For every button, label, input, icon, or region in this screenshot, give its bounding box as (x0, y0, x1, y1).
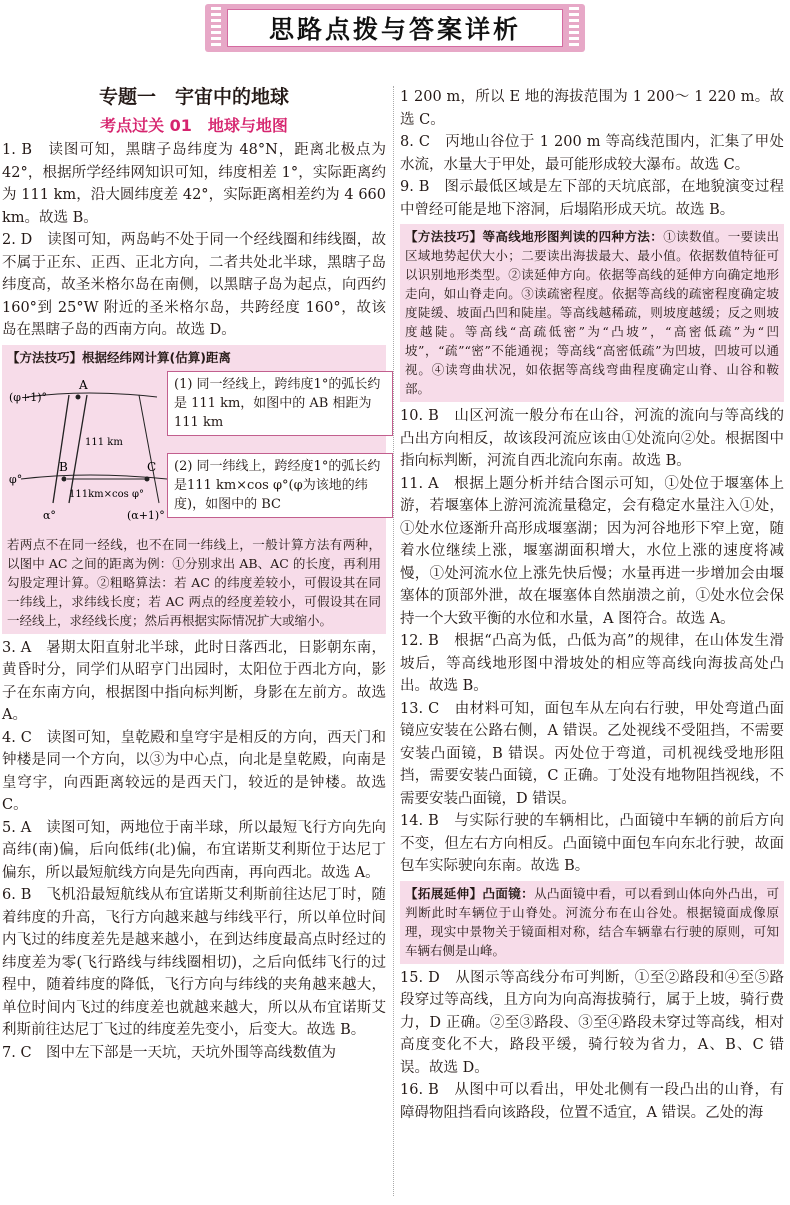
point-b (62, 476, 67, 481)
note-parallel: (2) 同一纬线上，跨经度1°的弧长约是111 km×cos φ°(φ为该地的纬度)，如图中的 BC (167, 453, 393, 518)
column-divider (393, 86, 394, 1196)
answer-2: 2. D 读图可知，两岛屿不处于同一个经线圈和纬线圈，故不属于正东、正西、正北方向，二者共处北半球，黑瞎子岛纬度高，故圣米格尔岛在南侧，以黑瞎子岛为起点，向西约 160°到 25°W 附近的圣米格尔岛，共跨经度 160°，故该岛在黑瞎子岛的西南方向。故选 D。 (2, 232, 386, 338)
method-box-2 (400, 224, 784, 402)
chapter-title: 专题一 宇宙中的地球 (98, 86, 289, 108)
label-ab: 111 km (85, 436, 123, 448)
note-meridian: (1) 同一经线上，跨纬度1°的弧长约是 111 km，如图中的 AB 相距为 111 km (167, 371, 393, 436)
method-box-1-tag: 【方法技巧】根据经纬网计算(估算)距离 (7, 349, 231, 365)
extension-box (400, 881, 784, 964)
title-banner (205, 4, 585, 52)
answer-7: 7. C 图中左下部是一天坑，天坑外围等高线数值为 (2, 1044, 337, 1061)
method-box-2-tag: 【方法技巧】等高线地形图判读的四种方法： (405, 229, 664, 244)
answer-13: 13. C 由材料可知，面包车从左向右行驶，甲处弯道凸面镜应安装在公路右侧，A 错误。乙处视线不受阻挡，不需要安装凸面镜，B 错误。丙处位于弯道，司机视线受地形阻挡，需要安装凸面镜，C 正确。丁处没有地物阻挡视线，不需要安装凸面镜，D 错误。 (400, 700, 784, 807)
method-box-2-body: ①读数值。一要读出区域地势起伏大小；二要读出海拔最大、最小值。依据数值特征可以识别地形类型。②读延伸方向。依据等高线的延伸方向确定地形走向，如山脊走向。③读疏密程度。依据等高线的疏密程度确定坡度陡缓、坡面凸凹和陡崖。等高线越稀疏，则坡度越缓；反之则坡度越陡。等高线“高疏低密”为“凸坡”，“高密低疏”为“凹坡”，“疏”“密”不能通视；等高线“高密低疏”为凹坡，凹坡可以通视。④读弯曲状况，如依据等高线弯曲程度确定山脊、山谷和鞍部。 (405, 229, 779, 396)
answer-10: 10. B 山区河流一般分布在山谷，河流的流向与等高线的凸出方向相反，故该段河流应该由①处流向②处。根据图中指向标判断，河流自西北流向东南。故选 B。 (400, 408, 784, 469)
answer-9: 9. B 图示最低区域是左下部的天坑底部，在地貌演变过程中曾经可能是地下溶洞，后塌陷形成天坑。故选 B。 (400, 179, 784, 218)
latlon-figure (7, 367, 381, 535)
label-c: C (147, 459, 157, 474)
answer-11: 11. A 根据上题分析并结合图示可知，①处位于堰塞体上游，若堰塞体上游河流流量稳定，会有稳定水量注入①处，①处水位逐渐升高形成堰塞湖；因为河谷地形下窄上宽，随着水位继续上涨，堰塞湖面积增大，水位上涨的速度将减慢，①处河流水位上涨先快后慢；水量再进一步增加会由堰塞体的顶部外泄，故在堰塞体自然崩溃之前，①处水位会保持一个大致平衡的水位和水量，A 图符合。故选 A。 (400, 475, 784, 627)
method-box-1 (2, 345, 386, 634)
answer-7-continued: 1 200 m，所以 E 地的海拔范围为 1 200～ 1 220 m。故选 C。 (400, 89, 784, 128)
right-column (400, 86, 784, 1124)
answer-4: 4. C 读图可知，皇乾殿和皇穹宇是相反的方向，西天门和钟楼是同一个方向，以③为中心点，向北是皇乾殿，向南是皇穹宇，向西距离较远的是西天门，较近的是钟楼。故选 C。 (2, 729, 386, 813)
label-a: A (79, 377, 88, 392)
label-bc: 111km×cos φ° (69, 488, 144, 500)
label-b: B (59, 459, 68, 474)
point-c (145, 476, 150, 481)
page-title: 思路点拨与答案详析 (227, 9, 563, 47)
answer-14: 14. B 与实际行驶的车辆相比，凸面镜中车辆的前后方向不变，但左右方向相反。凸面镜中面包车向东北行驶，故面包车实际驶向东南。故选 B。 (400, 813, 784, 874)
label-phi: φ° (9, 472, 23, 486)
point-a (76, 394, 81, 399)
answer-6: 6. B 飞机沿最短航线从布宜诺斯艾利斯前往达尼丁时，随着纬度的升高，飞行方向越来越与纬线平行，所以单位时间内飞过的纬度差先是越来越小，在到达纬度最高点时经过的纬度差为零(飞行路线与纬线圈相切)，之后向低纬飞行的过程中，随着纬度的降低，飞行方向与纬线的夹角越来越大，单位时间内飞过的纬度差也就越来越大，所以从布宜诺斯艾利斯前往达尼丁飞过的纬度差先变小，后变大。故选 B。 (2, 887, 386, 1038)
answer-15: 15. D 从图示等高线分布可判断，①至②路段和④至⑤路段穿过等高线，且方向为向高海拔骑行，属于上坡，骑行费力，D 正确。②至③路段、③至④路段未穿过等高线，相对高度变化不大，路段平缓，骑行较为省力，A、B、C 错误。故选 D。 (400, 969, 784, 1076)
left-column (2, 82, 386, 1064)
answer-12: 12. B 根据“凸高为低，凸低为高”的规律，在山体发生滑坡后，等高线地形图中滑坡处的相应等高线向海拔高处凸出。故选 B。 (400, 633, 784, 694)
label-alpha1: (α+1)° (127, 508, 165, 522)
method-box-1-body: 若两点不在同一经线，也不在同一纬线上，一般计算方法有两种，以图中 AC 之间的距离为例：①分别求出 AB、AC 的长度，再利用勾股定理计算。②粗略算法：若 AC 的纬度差较小，可假设其在同一纬线上，求纬线长度；若 AC 两点的经度差较小，可假设其在同一经线上，求经线长度；然后再根据实际情况扩大或缩小。 (7, 536, 381, 628)
extension-box-tag: 【拓展延伸】凸面镜： (405, 885, 535, 901)
label-phi1: (φ+1)° (9, 390, 48, 404)
answer-1: 1. B 读图可知，黑瞎子岛纬度为 48°N，距离北极点为 42°，根据所学经纬网知识可知，纬度相差 1°，实际距离约为 111 km，沿大圆纬度差 42°，实际距离相差约为 4 660 km。故选 B。 (2, 142, 386, 226)
label-alpha: α° (43, 508, 56, 522)
answer-3: 3. A 暑期太阳直射北半球，此时日落西北，日影朝东南，黄昏时分，同学们从昭亨门出园时，太阳位于西北方向，影子在东南方向，根据图中指向标判断，身影在左前方。故选 A。 (2, 639, 386, 723)
section-title: 考点过关 01 地球与地图 (100, 115, 288, 135)
answer-16: 16. B 从图中可以看出，甲处北侧有一段凸出的山脊，有障碍物阻挡看向该路段，位置不适宜，A 错误。乙处的海 (400, 1082, 784, 1121)
latlon-diagram (7, 367, 167, 535)
extension-box-body: 从凸面镜中看，可以看到山体向外凸出，可判断此时车辆位于山脊处。河流分布在山谷处。根据镜面成像原理，现实中景物关于镜面相对称，结合车辆靠右行驶的原则，可知车辆右侧是山峰。 (405, 885, 779, 958)
answer-8: 8. C 丙地山谷位于 1 200 m 等高线范围内，汇集了甲处水流，水量大于甲处，最可能形成较大瀑布。故选 C。 (400, 134, 784, 173)
answer-5: 5. A 读图可知，两地位于南半球，所以最短飞行方向先向高纬(南)偏，后向低纬(北)偏，布宜诺斯艾利斯位于达尼丁偏东，所以最短航线方向是先向西南，再向西北。故选 A。 (2, 819, 386, 881)
